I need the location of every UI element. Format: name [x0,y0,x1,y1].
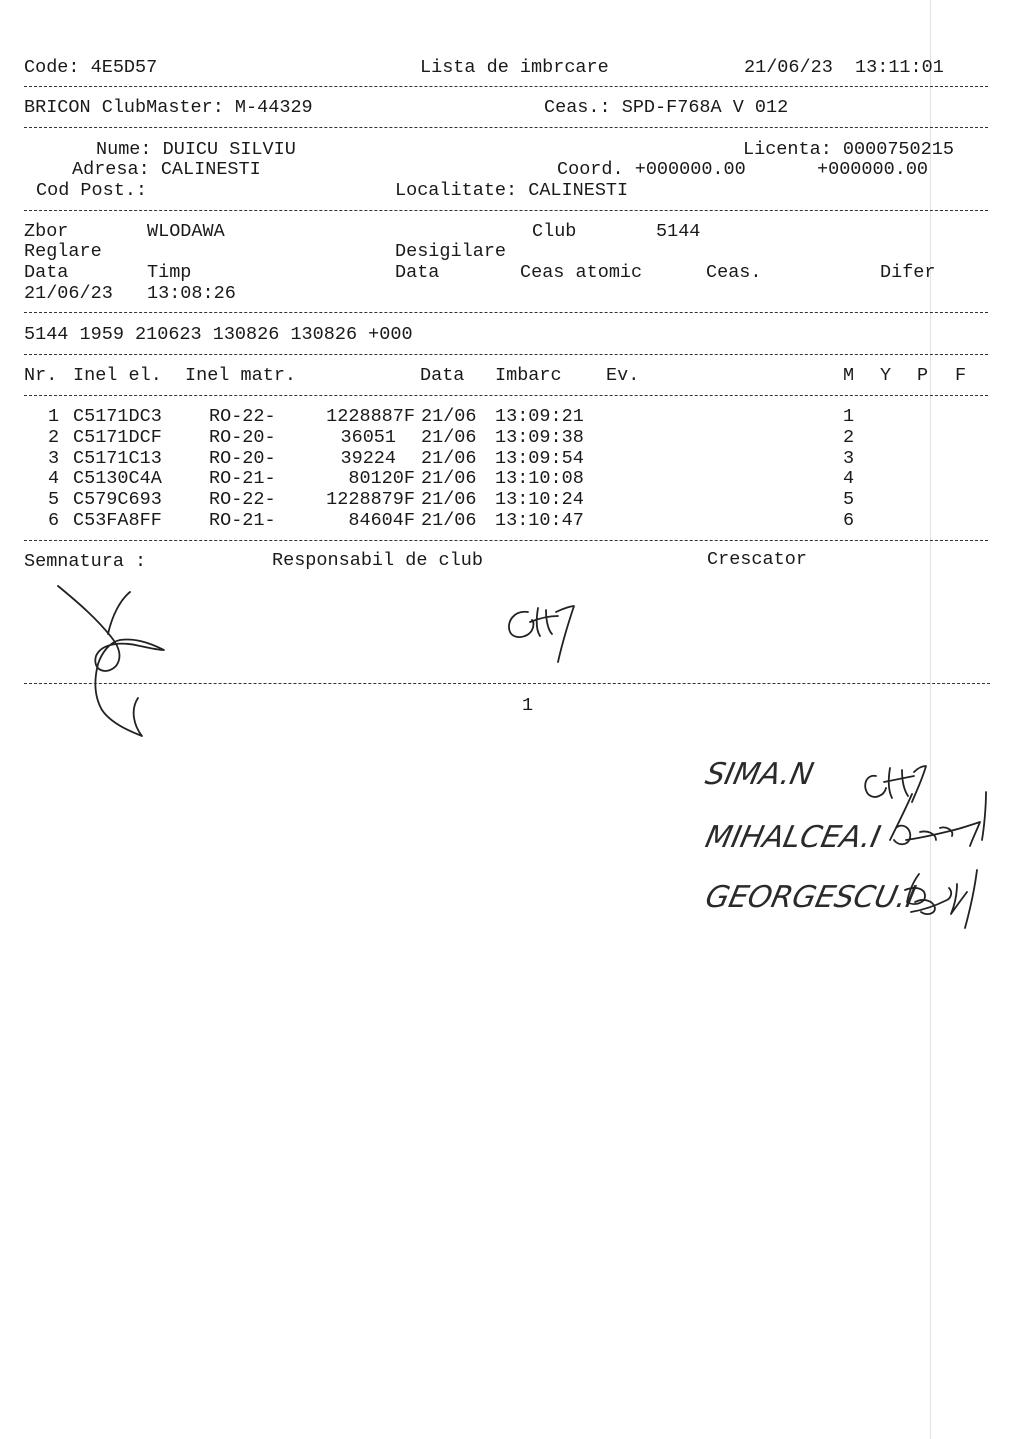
row-ring-number: 1228879F [326,489,415,510]
row-nr: 5 [48,489,60,510]
col-header-p: P [917,365,929,386]
row-ring-number: 84604F [348,510,415,531]
owner-postal-code: Cod Post.: [36,180,148,201]
handwritten-signature [880,788,1000,868]
divider [24,127,988,128]
row-m: 6 [843,510,855,531]
row-inel-el: C5171C13 [73,448,162,469]
row-inel-el: C5171DCF [73,427,162,448]
row-time: 13:09:21 [495,406,584,427]
flight-label: Zbor [24,221,69,242]
row-ring-number: 36051 [340,427,396,448]
owner-coord-label: Coord. +000000.00 [557,159,746,180]
reglare-date-label: Data [24,262,69,283]
row-time: 13:10:08 [495,468,584,489]
flight-name: WLODAWA [147,221,225,242]
col-header-ev: Ev. [606,365,640,386]
col-header-nr: Nr. [24,365,58,386]
row-ring-number: 80120F [348,468,415,489]
handwritten-signature [895,862,985,932]
row-ring-prefix: RO-20- [209,448,276,469]
row-date: 21/06 [421,489,477,510]
clock-model: Ceas.: SPD-F768A V 012 [544,97,789,118]
divider [24,540,988,541]
owner-locality: Localitate: CALINESTI [395,180,629,201]
col-header-imbarc: Imbarc [495,365,562,386]
owner-address: Adresa: CALINESTI [72,159,261,180]
col-header-inel-el: Inel el. [73,365,162,386]
difference-label: Difer [880,262,936,283]
handwritten-signature [50,580,180,740]
row-inel-el: C5171DC3 [73,406,162,427]
divider [24,683,990,684]
col-header-data: Data [420,365,465,386]
divider [24,395,988,396]
reglare-date: 21/06/23 [24,283,113,304]
row-m: 1 [843,406,855,427]
signature-label: Semnatura : [24,551,147,572]
row-ring-number: 1228887F [326,406,415,427]
owner-license: Licenta: 0000750215 [743,139,954,160]
handwritten-name: MIHALCEA.I [702,820,884,855]
handwritten-name: SIMA.N [702,757,817,792]
divider [24,354,988,355]
row-ring-number: 39224 [340,448,396,469]
club-number: 5144 [656,221,701,242]
document-code: Code: 4E5D57 [24,57,158,78]
breeder-label: Crescator [707,549,807,570]
code-line: 5144 1959 210623 130826 130826 +000 [24,324,413,345]
row-date: 21/06 [421,406,477,427]
clubmaster-id: BRICON ClubMaster: M-44329 [24,97,313,118]
owner-coord-value: +000000.00 [817,159,929,180]
document-title: Lista de imbrcare [420,57,609,78]
row-ring-prefix: RO-22- [209,406,276,427]
row-inel-el: C579C693 [73,489,162,510]
reglare-time-label: Timp [147,262,192,283]
row-time: 13:09:38 [495,427,584,448]
row-ring-prefix: RO-22- [209,489,276,510]
col-header-m: M [843,365,855,386]
row-date: 21/06 [421,427,477,448]
row-time: 13:10:24 [495,489,584,510]
row-ring-prefix: RO-21- [209,510,276,531]
row-time: 13:09:54 [495,448,584,469]
row-nr: 1 [48,406,60,427]
desigilare-date-label: Data [395,262,440,283]
divider [24,86,988,87]
handwritten-name: GEORGESCU.I [702,880,919,915]
document-datetime: 21/06/23 13:11:01 [744,57,944,78]
reglare-label: Reglare [24,241,102,262]
divider [24,210,988,211]
club-responsible-label: Responsabil de club [272,550,483,571]
handwritten-signature [500,600,580,670]
row-m: 3 [843,448,855,469]
page-number: 1 [522,695,534,716]
row-date: 21/06 [421,448,477,469]
col-header-y: Y [880,365,892,386]
row-date: 21/06 [421,510,477,531]
divider [24,312,988,313]
atomic-clock-label: Ceas atomic [520,262,643,283]
row-nr: 6 [48,510,60,531]
row-inel-el: C5130C4A [73,468,162,489]
owner-name: Nume: DUICU SILVIU [96,139,296,160]
row-date: 21/06 [421,468,477,489]
row-m: 2 [843,427,855,448]
desigilare-label: Desigilare [395,241,507,262]
col-header-f: F [955,365,967,386]
clock-label: Ceas. [706,262,762,283]
row-m: 5 [843,489,855,510]
row-inel-el: C53FA8FF [73,510,162,531]
row-nr: 2 [48,427,60,448]
paper-fold-line [930,0,931,1439]
row-ring-prefix: RO-21- [209,468,276,489]
col-header-inel-matr: Inel matr. [185,365,297,386]
row-ring-prefix: RO-20- [209,427,276,448]
reglare-time: 13:08:26 [147,283,236,304]
row-m: 4 [843,468,855,489]
club-label: Club [532,221,577,242]
row-nr: 4 [48,468,60,489]
row-nr: 3 [48,448,60,469]
row-time: 13:10:47 [495,510,584,531]
